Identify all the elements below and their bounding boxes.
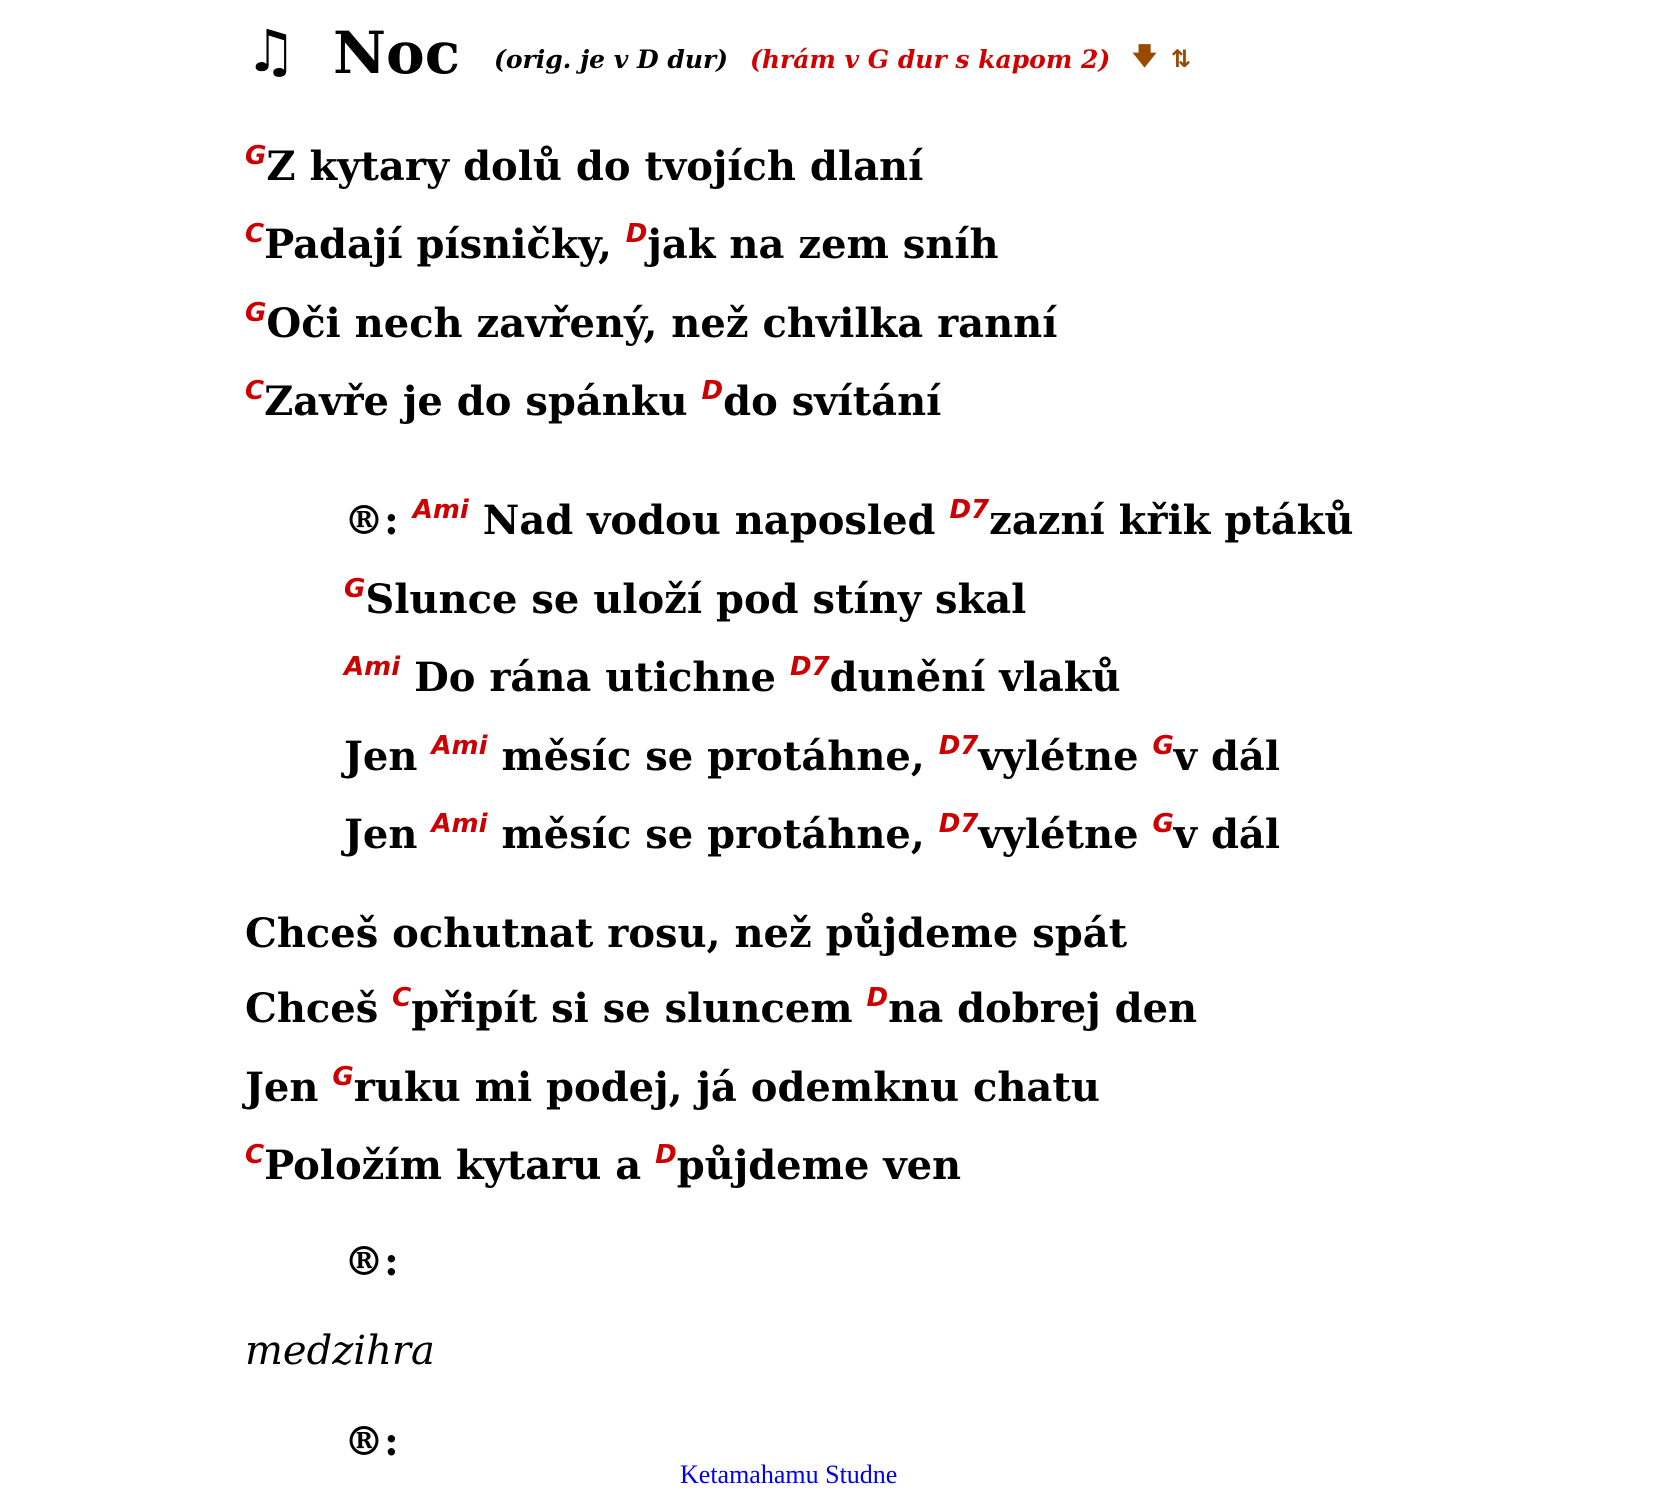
lyric-text: měsíc se protáhne, [487,811,939,858]
chord: G [332,1062,354,1092]
chorus-line [344,809,1281,858]
chord: Ami [431,731,488,761]
lyric-text: měsíc se protáhne, [487,733,939,780]
chord: C [392,983,412,1013]
chorus-line [344,652,1121,701]
chord: D [625,219,648,249]
chord: D [866,983,889,1013]
lyric-text: Jen [245,1064,333,1111]
chord: C [245,219,265,249]
transpose-updown-icon[interactable]: ⇅ [1170,45,1191,73]
chord: D7 [938,809,979,839]
song-title: Noc [333,19,461,87]
chorus-mark: ®: [344,1418,399,1465]
lyric-text: Jen [344,811,432,858]
chord: Ami [412,495,469,525]
lyric-line [245,1062,1100,1111]
chord: G [245,141,267,171]
chord: D7 [949,495,990,525]
chord: D7 [789,652,830,682]
lyric-text: připít si se sluncem [411,985,867,1032]
music-note-icon: ♫ [245,17,297,85]
lyric-text: dunění vlaků [829,654,1121,701]
lyric-text: zazní křik ptáků [989,497,1354,544]
chorus-reference [344,1418,399,1465]
lyric-text: vylétne [978,811,1153,858]
lyric-text: v dál [1173,733,1281,780]
played-key: (hrám v G dur s kapom 2) [750,44,1111,74]
lyric-text: Oči nech zavřený, než chvilka ranní [266,300,1058,347]
chord: G [245,298,267,328]
lyric-line [245,983,1198,1032]
chord: Ami [344,652,401,682]
lyric-text: Položím kytaru a [264,1142,656,1189]
lyric-text: Jen [344,733,432,780]
lyric-text: jak na zem sníh [647,221,999,268]
chord: D [701,376,724,406]
lyric-line [245,376,942,425]
lyric-line [245,910,1128,957]
original-key: (orig. je v D dur) [494,44,729,74]
interlude-label: medzihra [245,1328,435,1374]
chord: G [344,574,366,604]
lyric-line [245,298,1058,347]
lyric-line [245,141,924,190]
lyric-text: Zavře je do spánku [264,378,702,425]
lyric-text: v dál [1173,811,1281,858]
chorus-line [344,574,1027,623]
chord: Ami [431,809,488,839]
chord: C [245,1140,265,1170]
chord: D7 [938,731,979,761]
song-header [245,8,1205,98]
lyric-text: do svítání [723,378,942,425]
lyric-text: Chceš ochutnat rosu, než půjdeme spát [245,910,1128,957]
chorus-mark: ®: [344,1238,399,1285]
transpose-down-icon[interactable]: 🡇 [1132,41,1157,70]
lyric-line [245,1140,962,1189]
lyric-text: Slunce se uloží pod stíny skal [365,576,1027,623]
lyric-text: vylétne [978,733,1153,780]
footer-link[interactable]: Ketamahamu Studne [680,1460,898,1489]
chorus-reference [344,1238,399,1285]
lyric-line [245,219,999,268]
lyric-text: Do rána utichne [400,654,790,701]
chord: G [1152,731,1174,761]
lyric-text: Z kytary dolů do tvojích dlaní [266,143,924,190]
lyric-text: ruku mi podej, já odemknu chatu [353,1064,1100,1111]
chorus-mark: ®: [344,497,399,544]
chord: G [1152,809,1174,839]
chorus-line [344,495,1354,544]
lyric-text: na dobrej den [888,985,1198,1032]
chord: D [655,1140,677,1170]
chord: C [245,376,265,406]
lyric-text: Padají písničky, [264,221,626,268]
lyric-text: půjdeme ven [676,1142,962,1189]
lyric-text: Nad vodou naposled [468,497,950,544]
lyric-text: Chceš [245,985,393,1032]
chorus-line [344,731,1281,780]
